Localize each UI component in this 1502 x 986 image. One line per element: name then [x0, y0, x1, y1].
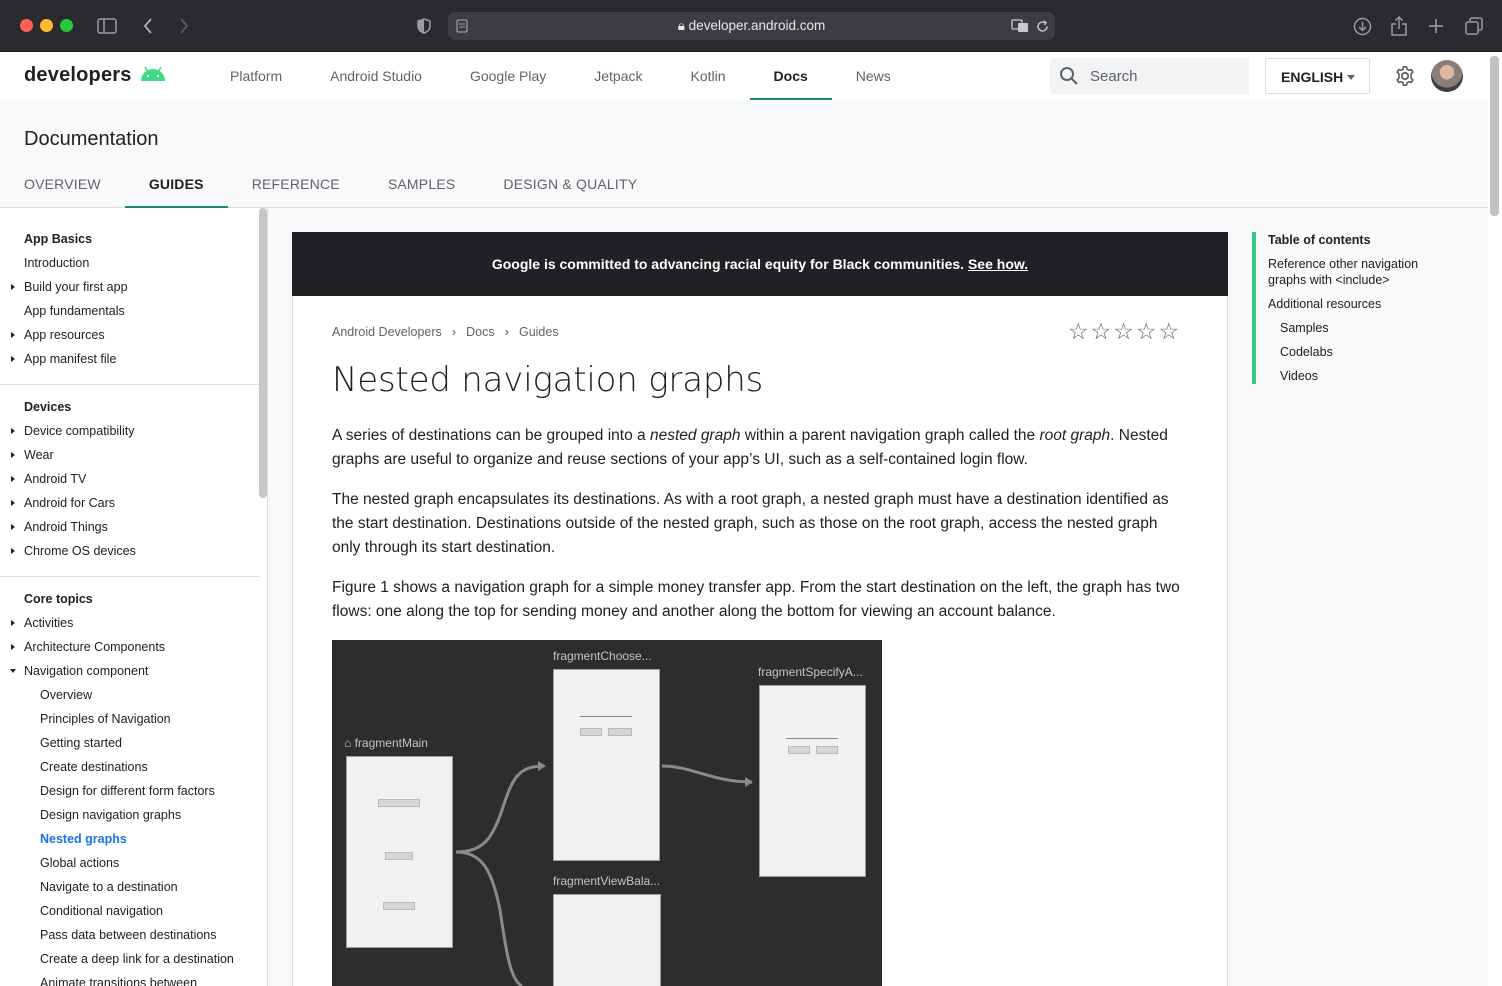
expand-arrow-icon[interactable] [11, 548, 15, 554]
search-input[interactable] [1050, 58, 1249, 94]
expand-arrow-icon[interactable] [11, 500, 15, 506]
language-select[interactable] [1265, 58, 1370, 94]
fragment-choose-label: fragmentChoose... [553, 649, 652, 663]
tab-samples[interactable]: SAMPLES [387, 176, 456, 192]
site-header [0, 52, 1488, 100]
docs-title: Documentation [24, 128, 159, 150]
tab-reference[interactable]: REFERENCE [251, 176, 340, 192]
navigation-graph-figure [332, 640, 882, 986]
fragment-main-preview [346, 756, 453, 948]
toc-item-include[interactable]: Reference other navigation graphs with <include> [1268, 257, 1419, 287]
minimize-window-button[interactable] [40, 19, 53, 32]
tab-overview[interactable]: OVERVIEW [24, 176, 101, 192]
sidebar-item-introduction[interactable]: Introduction [24, 256, 90, 270]
fragment-specify-label: fragmentSpecifyA... [758, 665, 863, 679]
left-sidebar [0, 208, 268, 986]
sidebar-item-android-things[interactable]: Android Things [24, 520, 108, 534]
nav-docs[interactable]: Docs [750, 52, 832, 100]
sidebar-subitem-getting-started[interactable]: Getting started [40, 736, 122, 750]
search-placeholder: Search [1090, 68, 1138, 85]
sidebar-toggle-icon[interactable] [96, 14, 118, 38]
sidebar-subitem-pass-data[interactable]: Pass data between destinations [40, 928, 217, 942]
toc-title: Table of contents [1268, 233, 1371, 247]
fragment-view-preview [553, 894, 661, 986]
sidebar-item-navigation[interactable]: Navigation component [24, 664, 149, 678]
breadcrumb-guides[interactable]: Guides [518, 324, 559, 339]
translate-icon[interactable] [1010, 14, 1030, 38]
lock-icon: 🔒︎ [677, 18, 689, 33]
racial-equity-banner [292, 232, 1228, 296]
paragraph-3: Figure 1 shows a navigation graph for a simple money transfer app. From the start destination on the left, the graph has two flows: one along the top for sending money and another along the bottom for viewing an account balance. [332, 579, 1180, 620]
breadcrumb-docs[interactable]: Docs [466, 324, 495, 339]
star-icon[interactable]: ☆ [1158, 318, 1180, 344]
banner-link[interactable]: See how. [967, 256, 1029, 272]
docs-tabs [0, 160, 661, 208]
nav-google-play[interactable]: Google Play [469, 68, 547, 84]
fragment-main-label: ⌂ fragmentMain [344, 736, 428, 750]
nav-platform[interactable]: Platform [230, 68, 283, 84]
sidebar-subitem-global-actions[interactable]: Global actions [40, 856, 120, 870]
breadcrumb-android-developers[interactable]: Android Developers [332, 324, 442, 339]
sidebar-item-wear[interactable]: Wear [24, 448, 54, 462]
developers-logo[interactable]: developers [24, 64, 167, 87]
sidebar-section-app-basics: App Basics [24, 232, 93, 246]
expand-arrow-icon[interactable] [11, 620, 15, 626]
search-icon [1059, 66, 1079, 86]
nav-kotlin[interactable]: Kotlin [690, 68, 726, 84]
tab-guides[interactable]: GUIDES [125, 160, 228, 208]
expand-arrow-icon[interactable] [11, 476, 15, 482]
forward-icon[interactable] [176, 14, 192, 38]
close-window-button[interactable] [20, 19, 33, 32]
expand-arrow-icon[interactable] [11, 356, 15, 362]
expand-arrow-icon[interactable] [11, 284, 15, 290]
new-tab-icon[interactable] [1426, 14, 1446, 38]
page-scrollbar[interactable] [1490, 56, 1499, 216]
reload-icon[interactable] [1034, 14, 1050, 38]
sidebar-section-devices: Devices [24, 400, 72, 414]
rating-stars [1068, 320, 1179, 343]
star-icon[interactable]: ☆ [1135, 318, 1157, 344]
star-icon[interactable]: ☆ [1068, 318, 1089, 344]
url-text: 🔒︎ developer.android.com [677, 18, 826, 33]
fragment-choose-preview [553, 669, 660, 861]
sidebar-subitem-animate[interactable]: Animate transitions between [40, 976, 198, 986]
banner-text: Google is committed to advancing racial equity for Black communities. [491, 256, 965, 272]
home-icon: ⌂ [344, 736, 352, 750]
fragment-specify-preview [759, 685, 866, 877]
sidebar-subitem-deep-link[interactable]: Create a deep link for a destination [40, 952, 234, 966]
docs-header [0, 100, 1488, 208]
caret-down-icon [1347, 75, 1355, 80]
sidebar-subitem-design-graphs[interactable]: Design navigation graphs [40, 808, 182, 822]
sidebar-subitem-nested-graphs[interactable]: Nested graphs [40, 832, 127, 846]
sidebar-divider [0, 384, 260, 385]
sidebar-subitem-create-destinations[interactable]: Create destinations [40, 760, 148, 774]
privacy-shield-icon[interactable] [415, 14, 433, 38]
sidebar-subitem-overview[interactable]: Overview [40, 688, 93, 702]
browser-toolbar [0, 0, 1502, 52]
preview-button [385, 852, 413, 860]
top-nav [206, 52, 915, 100]
page-title: Nested navigation graphs [332, 360, 764, 400]
sidebar-item-app-fundamentals[interactable]: App fundamentals [24, 304, 125, 318]
sidebar-item-architecture[interactable]: Architecture Components [24, 640, 166, 654]
tab-design-quality[interactable]: DESIGN & QUALITY [503, 176, 638, 192]
toc-indicator [1252, 232, 1256, 384]
sidebar-item-android-cars[interactable]: Android for Cars [24, 496, 116, 510]
star-icon[interactable]: ☆ [1113, 318, 1134, 344]
tab-overview-icon[interactable] [1463, 14, 1485, 38]
preview-button [580, 728, 602, 736]
expand-arrow-icon[interactable] [11, 644, 15, 650]
fragment-view-label: fragmentViewBala... [553, 874, 661, 888]
expand-arrow-icon[interactable] [11, 452, 15, 458]
expand-arrow-icon[interactable] [11, 524, 15, 530]
address-bar[interactable] [448, 12, 1055, 40]
android-head-icon [139, 66, 167, 82]
sidebar-section-core-topics: Core topics [24, 592, 93, 606]
language-label: ENGLISH [1281, 69, 1344, 85]
sidebar-item-app-resources[interactable]: App resources [24, 328, 105, 342]
toc-subitem-codelabs[interactable]: Codelabs [1280, 345, 1333, 359]
preview-button [383, 902, 415, 910]
toc-subitem-videos[interactable]: Videos [1280, 369, 1318, 383]
preview-button [816, 746, 838, 754]
sidebar-subitem-form-factors[interactable]: Design for different form factors [40, 784, 215, 798]
sidebar-item-chrome-os[interactable]: Chrome OS devices [24, 544, 136, 558]
preview-button [788, 746, 810, 754]
share-icon[interactable] [1389, 14, 1409, 38]
expand-arrow-icon[interactable] [11, 332, 15, 338]
settings-gear-icon[interactable] [1394, 65, 1416, 87]
nav-jetpack[interactable]: Jetpack [594, 68, 643, 84]
preview-button [378, 799, 420, 807]
back-icon[interactable] [140, 14, 156, 38]
paragraph-2: The nested graph encapsulates its destinations. As with a root graph, a nested graph must have a destination identified as the start destination. Destinations outside of the nested graph, such as those on the root graph, access the nested graph only through its start destination. [332, 491, 1169, 556]
sidebar-item-app-manifest[interactable]: App manifest file [24, 352, 117, 366]
sidebar-subitem-principles[interactable]: Principles of Navigation [40, 712, 171, 726]
collapse-arrow-icon[interactable] [10, 669, 16, 673]
expand-arrow-icon[interactable] [11, 428, 15, 434]
paragraph-1: A series of destinations can be grouped into a nested graph within a parent navigation graph called the root graph. Nested graphs are useful to organize and reuse sections of your app’s UI, such as a self-contained login flow. [332, 427, 1168, 468]
preview-button [608, 728, 632, 736]
sidebar-item-android-tv[interactable]: Android TV [24, 472, 87, 486]
sidebar-scrollbar[interactable] [259, 208, 267, 498]
maximize-window-button[interactable] [60, 19, 73, 32]
downloads-icon[interactable] [1351, 14, 1373, 38]
sidebar-item-activities[interactable]: Activities [24, 616, 74, 630]
sidebar-subitem-navigate[interactable]: Navigate to a destination [40, 880, 178, 894]
toc-item-additional-resources[interactable]: Additional resources [1268, 297, 1382, 311]
nav-news[interactable]: News [855, 68, 891, 84]
user-avatar[interactable] [1431, 60, 1463, 92]
sidebar-item-device-compatibility[interactable]: Device compatibility [24, 424, 135, 438]
chevron-right-icon: › [504, 324, 509, 339]
sidebar-item-build-first-app[interactable]: Build your first app [24, 280, 128, 294]
sidebar-subitem-conditional[interactable]: Conditional navigation [40, 904, 164, 918]
breadcrumb [332, 324, 559, 339]
nav-android-studio[interactable]: Android Studio [330, 68, 422, 84]
star-icon[interactable]: ☆ [1090, 318, 1112, 344]
sidebar-divider [0, 576, 260, 577]
chevron-right-icon: › [451, 324, 457, 339]
toc-subitem-samples[interactable]: Samples [1280, 321, 1329, 335]
